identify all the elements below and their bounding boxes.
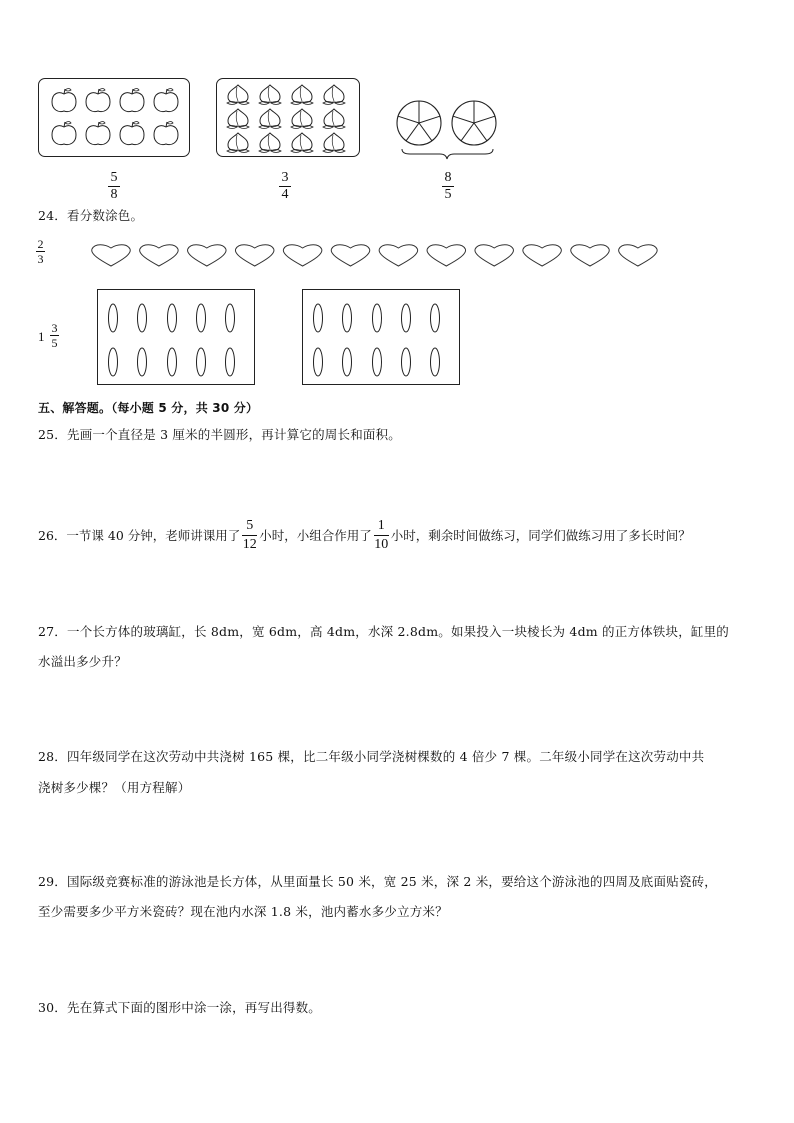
circles-figure	[390, 96, 505, 162]
peach-icon	[227, 109, 249, 129]
apple-icon	[86, 89, 110, 112]
peach-icon	[291, 133, 313, 153]
oval-grid-1	[98, 290, 254, 384]
q24-title: 24．看分数涂色。	[38, 208, 144, 223]
q26-part3: 小时，剩余时间做练习，同学们做练习用了多长时间？	[390, 528, 691, 543]
oval-box-2	[302, 289, 460, 385]
oval-shape[interactable]	[109, 304, 118, 332]
oval-shape[interactable]	[431, 304, 440, 332]
peach-icon	[259, 109, 281, 129]
fraction-8-5: 8 5	[442, 171, 454, 202]
peach-icon	[227, 133, 249, 153]
oval-shape[interactable]	[168, 348, 177, 376]
peach-icon	[259, 85, 281, 105]
oval-shape[interactable]	[197, 304, 206, 332]
heart-shape[interactable]	[619, 245, 658, 266]
apple-icon	[52, 89, 76, 112]
heart-shape[interactable]	[571, 245, 610, 266]
q25-text: 25．先画一个直径是 3 厘米的半圆形，再计算它的周长和面积。	[38, 427, 402, 442]
heart-shape[interactable]	[475, 245, 514, 266]
oval-grid-2	[303, 290, 459, 384]
q26	[38, 515, 691, 555]
mixed-number-1-3-5	[38, 322, 68, 356]
q28-line1: 28．四年级同学在这次劳动中共浇树 165 棵，比二年级小同学浇树棵数的 4 倍少 7 棵。二年级小同学在这次劳动中共	[38, 749, 705, 764]
heart-shape[interactable]	[523, 245, 562, 266]
peach-icon	[259, 133, 281, 153]
oval-shape[interactable]	[226, 304, 235, 332]
heart-shape[interactable]	[140, 245, 179, 266]
circle-2	[452, 101, 496, 145]
heart-shape[interactable]	[235, 245, 274, 266]
oval-shape[interactable]	[343, 348, 352, 376]
peach-icon	[291, 85, 313, 105]
oval-shape[interactable]	[109, 348, 118, 376]
heart-shape[interactable]	[379, 245, 418, 266]
q30-text: 30．先在算式下面的图形中涂一涂，再写出得数。	[38, 1000, 322, 1015]
peach-icon	[323, 85, 345, 105]
mixed-whole: 1	[38, 329, 45, 344]
q28-line2: 浇树多少棵？（用方程解）	[38, 780, 191, 795]
q26-frac1: 5 12	[242, 517, 257, 552]
fraction-2-3: 2 3	[37, 237, 44, 266]
q27-line1: 27．一个长方体的玻璃缸，长 8dm，宽 6dm，高 4dm，水深 2.8dm。如果投入一块棱长为 4dm 的正方体铁块，缸里的	[38, 624, 730, 639]
oval-shape[interactable]	[431, 348, 440, 376]
fraction-3-4: 3 4	[279, 171, 291, 202]
oval-box-1	[97, 289, 255, 385]
peach-icon	[323, 109, 345, 129]
oval-shape[interactable]	[343, 304, 352, 332]
oval-shape[interactable]	[402, 348, 411, 376]
oval-shape[interactable]	[197, 348, 206, 376]
heart-shape[interactable]	[92, 245, 131, 266]
q27-line2: 水溢出多少升？	[38, 654, 127, 669]
oval-shape[interactable]	[402, 304, 411, 332]
apple-grid	[39, 79, 189, 156]
apple-icon	[154, 89, 178, 112]
oval-shape[interactable]	[314, 348, 323, 376]
circle-1	[397, 101, 441, 145]
q26-part1: 26．一节课 40 分钟，老师讲课用了	[38, 528, 241, 543]
heart-shape[interactable]	[331, 245, 370, 266]
apple-icon	[52, 122, 76, 145]
heart-shape[interactable]	[427, 245, 466, 266]
q26-frac2: 1 10	[374, 517, 389, 552]
peach-icon	[227, 85, 249, 105]
q26-part2: 小时，小组合作用了	[259, 528, 372, 543]
mixed-fraction: 3 5	[51, 321, 58, 350]
oval-shape[interactable]	[373, 304, 382, 332]
oval-shape[interactable]	[138, 304, 147, 332]
oval-shape[interactable]	[314, 304, 323, 332]
apple-icon	[120, 89, 144, 112]
q29-line1: 29．国际级竞赛标准的游泳池是长方体，从里面量长 50 米，宽 25 米，深 2 米，要给这个游泳池的四周及底面贴瓷砖，	[38, 874, 718, 889]
section-5-title: 五、解答题。（每小题 5 分，共 30 分）	[38, 401, 259, 415]
fraction-5-8: 5 8	[108, 171, 120, 202]
peach-icon	[323, 133, 345, 153]
apple-icon	[120, 122, 144, 145]
oval-shape[interactable]	[168, 304, 177, 332]
oval-shape[interactable]	[226, 348, 235, 376]
apple-box	[38, 78, 190, 157]
heart-shape[interactable]	[188, 245, 227, 266]
q29-line2: 至少需要多少平方米瓷砖？现在池内水深 1.8 米，池内蓄水多少立方米？	[38, 904, 448, 919]
heart-shape[interactable]	[283, 245, 322, 266]
oval-shape[interactable]	[138, 348, 147, 376]
brace	[402, 149, 493, 159]
oval-shape[interactable]	[373, 348, 382, 376]
peach-box	[216, 78, 360, 157]
hearts-row	[88, 241, 664, 271]
apple-icon	[86, 122, 110, 145]
peach-icon	[291, 109, 313, 129]
peach-grid	[217, 79, 359, 156]
apple-icon	[154, 122, 178, 145]
